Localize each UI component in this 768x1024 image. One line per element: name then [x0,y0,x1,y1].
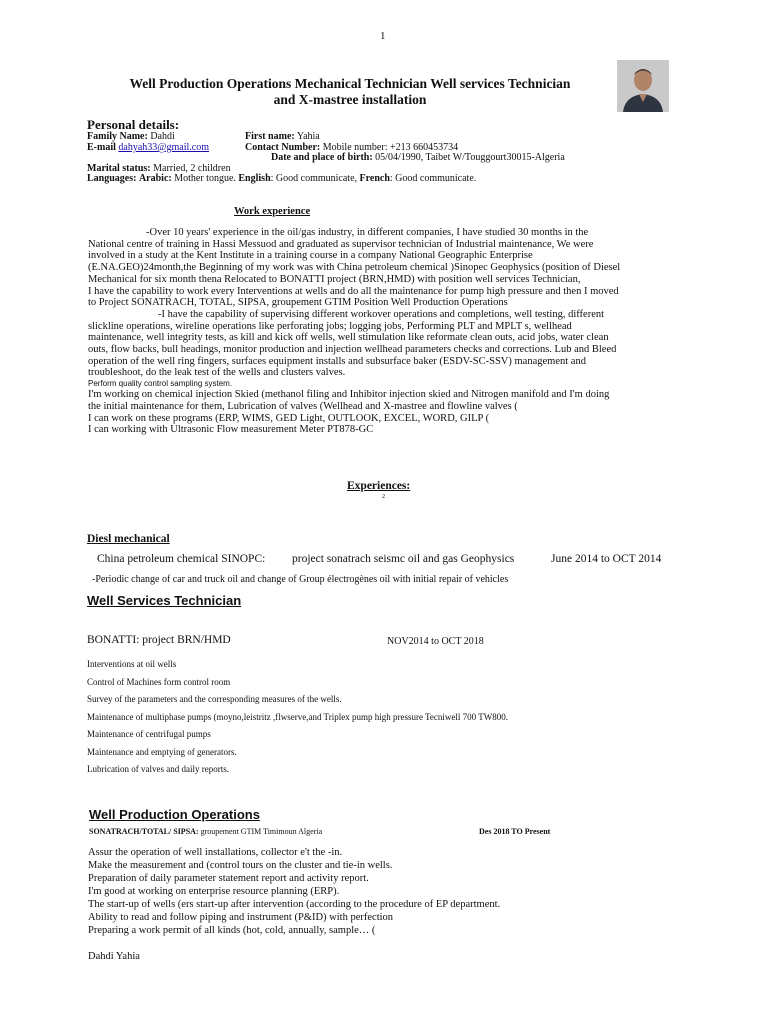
page-mark: 2 [382,494,385,500]
arabic-value: Mother tongue. [174,173,236,184]
list-item: The start-up of wells (ers start-up after intervention (according to the procedure of EP department. [88,899,501,910]
family-name-label: Family Name: [87,131,148,142]
title-line-1: Well Production Operations Mechanical Technician Well services Technician [129,76,571,91]
list-item: Preparing a work permit of all kinds (hot, cold, annually, sample… ( [88,925,376,936]
diesel-project: project sonatrach seismc oil and gas Geophysics [292,553,515,565]
work-line: (E.NA.GEO)24month,the Beginning of my work was with China petroleum chemical )Sinopec Geophysics (position of Diesel [88,262,621,274]
english-value: Good communicate, [275,173,358,184]
well-production-company-row [89,827,322,836]
profile-photo [617,60,669,112]
first-name-label: First name: [245,131,295,142]
well-production-company-rest: groupement GTIM Timimoun Algeria [200,827,323,836]
english-label: English [238,173,271,184]
document-title [80,76,620,108]
list-item: Interventions at oil wells [87,659,177,669]
list-item: Lubrication of valves and daily reports. [87,764,229,774]
diesel-heading: Diesl mechanical [87,533,170,545]
work-line: slickline operations, wireline operations like perforating jobs; logging jobs, Performing PLT and MPLT s, wellhead [88,320,572,332]
list-item: Assur the operation of well installations, collector e't the -in. [88,847,343,858]
english-colon: : [270,173,274,184]
well-services-company: BONATTI: project BRN/HMD [87,634,231,646]
email-link[interactable]: dahyah33@gmail.com [118,142,209,153]
work-line: outs, flow backs, bull headings, monitor production and injection wellhead parameters checks and corrections. Lub and Bleed [88,344,617,356]
list-item: Make the measurement and (control tours on the cluster and tie-in wells. [88,860,393,871]
dob-value: 05/04/1990, Taibet W/Touggourt30015-Algeria [375,152,565,163]
arabic-label: Arabic: [138,173,172,184]
french-label: French [359,173,390,184]
first-name-value: Yahia [296,131,320,142]
page-number: 1 [380,30,386,42]
well-production-heading: Well Production Operations [89,807,260,822]
list-item: Maintenance of multiphase pumps (moyno,leistritz ,flwserve,and Triplex pump high pressure Tecniwell 700 TW800. [87,711,508,722]
well-production-list [88,846,500,937]
list-item: I'm good at working on enterprise resource planning (ERP). [88,886,340,897]
family-name-row [87,131,175,142]
experiences-heading: Experiences: [347,480,411,492]
quality-line: Perform quality control sampling system. [88,379,233,389]
list-item: Control of Machines form control room [87,676,231,687]
dob-row [271,152,565,163]
diesel-period: June 2014 to OCT 2014 [551,553,662,565]
title-line-2: and X-mastree installation [273,92,427,107]
well-production-company-bold: SONATRACH/TOTAL/ SIPSA: [89,827,199,836]
work-line: involved in a study at the Kent Institute in a training course in a company National Geographic Enterprise [88,250,533,262]
family-name-value: Dahdi [150,131,175,142]
french-value: Good communicate. [395,173,477,184]
list-item: Preparation of daily parameter statement report and activity report. [88,873,369,884]
contact-label: Contact Number: [245,142,321,153]
work-line: I have the capability to work every Interventions at wells and do all the maintenance for pump high pressure and then I moved [88,285,619,297]
work-line: National centre of training in Hassi Messuod and graduated as supervisor technician of Industrial maintenance, We were [88,238,594,250]
work-line: -I have the capability of supervising different workover operations and completions, well testing, different [158,308,605,320]
dob-label: Date and place of birth: [271,152,373,163]
marital-value: Married, 2 children [153,163,231,174]
first-name-row [245,131,320,142]
person-photo-icon [617,60,669,112]
work-line: to Project SONATRACH, TOTAL, SIPSA, groupement GTIM Position Well Production Operations [88,297,508,309]
well-services-heading: Well Services Technician [87,593,242,608]
diesel-description: -Periodic change of car and truck oil and change of Group électrogènes oil with initial repair of vehicles [92,574,509,585]
marital-label: Marital status: [87,163,151,174]
work-line: -Over 10 years' experience in the oil/gas industry, in different companies, I have studied 30 months in the [146,227,589,238]
work-line: troubleshoot, do the leak test of the wells and clusters valves. [88,367,346,379]
languages-label: Languages: [87,173,137,184]
work-line: I can working with Ultrasonic Flow measurement Meter PT878-GC [88,424,374,436]
well-services-period: NOV2014 to OCT 2018 [387,636,484,647]
list-item: Ability to read and follow piping and instrument (P&ID) with perfection [88,912,394,923]
work-experience-heading: Work experience [234,206,311,217]
french-colon: : [389,173,393,184]
list-item: Maintenance of centrifugal pumps [87,729,211,739]
personal-details-heading: Personal details: [87,117,180,132]
diesel-company: China petroleum chemical SINOPC: [97,553,266,565]
work-experience-text [88,227,620,436]
well-production-period: Des 2018 TO Present [479,827,551,836]
list-item: Maintenance and emptying of generators. [87,746,237,757]
contact-value: Mobile number: +213 660453734 [322,142,459,153]
email-row [87,142,209,153]
well-services-list [87,656,508,779]
languages-row [87,173,476,184]
work-line: I'm working on chemical injection Skied (methanol filing and Inhibitor injection skied and Nitrogen manifold and I'm doing [88,389,610,401]
work-line: maintenance, well integrity tests, as kill and kick off wells, well stimulation like reformate clean outs, acid jobs, water clean [88,332,609,344]
signature: Dahdi Yahia [88,951,140,962]
email-label: E-mail [87,142,116,153]
work-line: the initial maintenance for them, Lubrication of valves (Wellhead and X-mastree and flowline valves ( [88,400,518,412]
work-line: Mechanical for six month thena Relocated to BONATTI project (BRN,HMD) with position well services Technician, [88,273,581,285]
list-item: Survey of the parameters and the corresponding measures of the wells. [87,694,342,704]
work-line: I can work on these programs (ERP, WIMS, GED Light, OUTLOOK, EXCEL, WORD, GILP ( [88,412,490,424]
work-line: operation of the well ring fingers, surfaces equipment installs and subsurface baker (ESDV-SC-SSV) management and [88,355,586,367]
